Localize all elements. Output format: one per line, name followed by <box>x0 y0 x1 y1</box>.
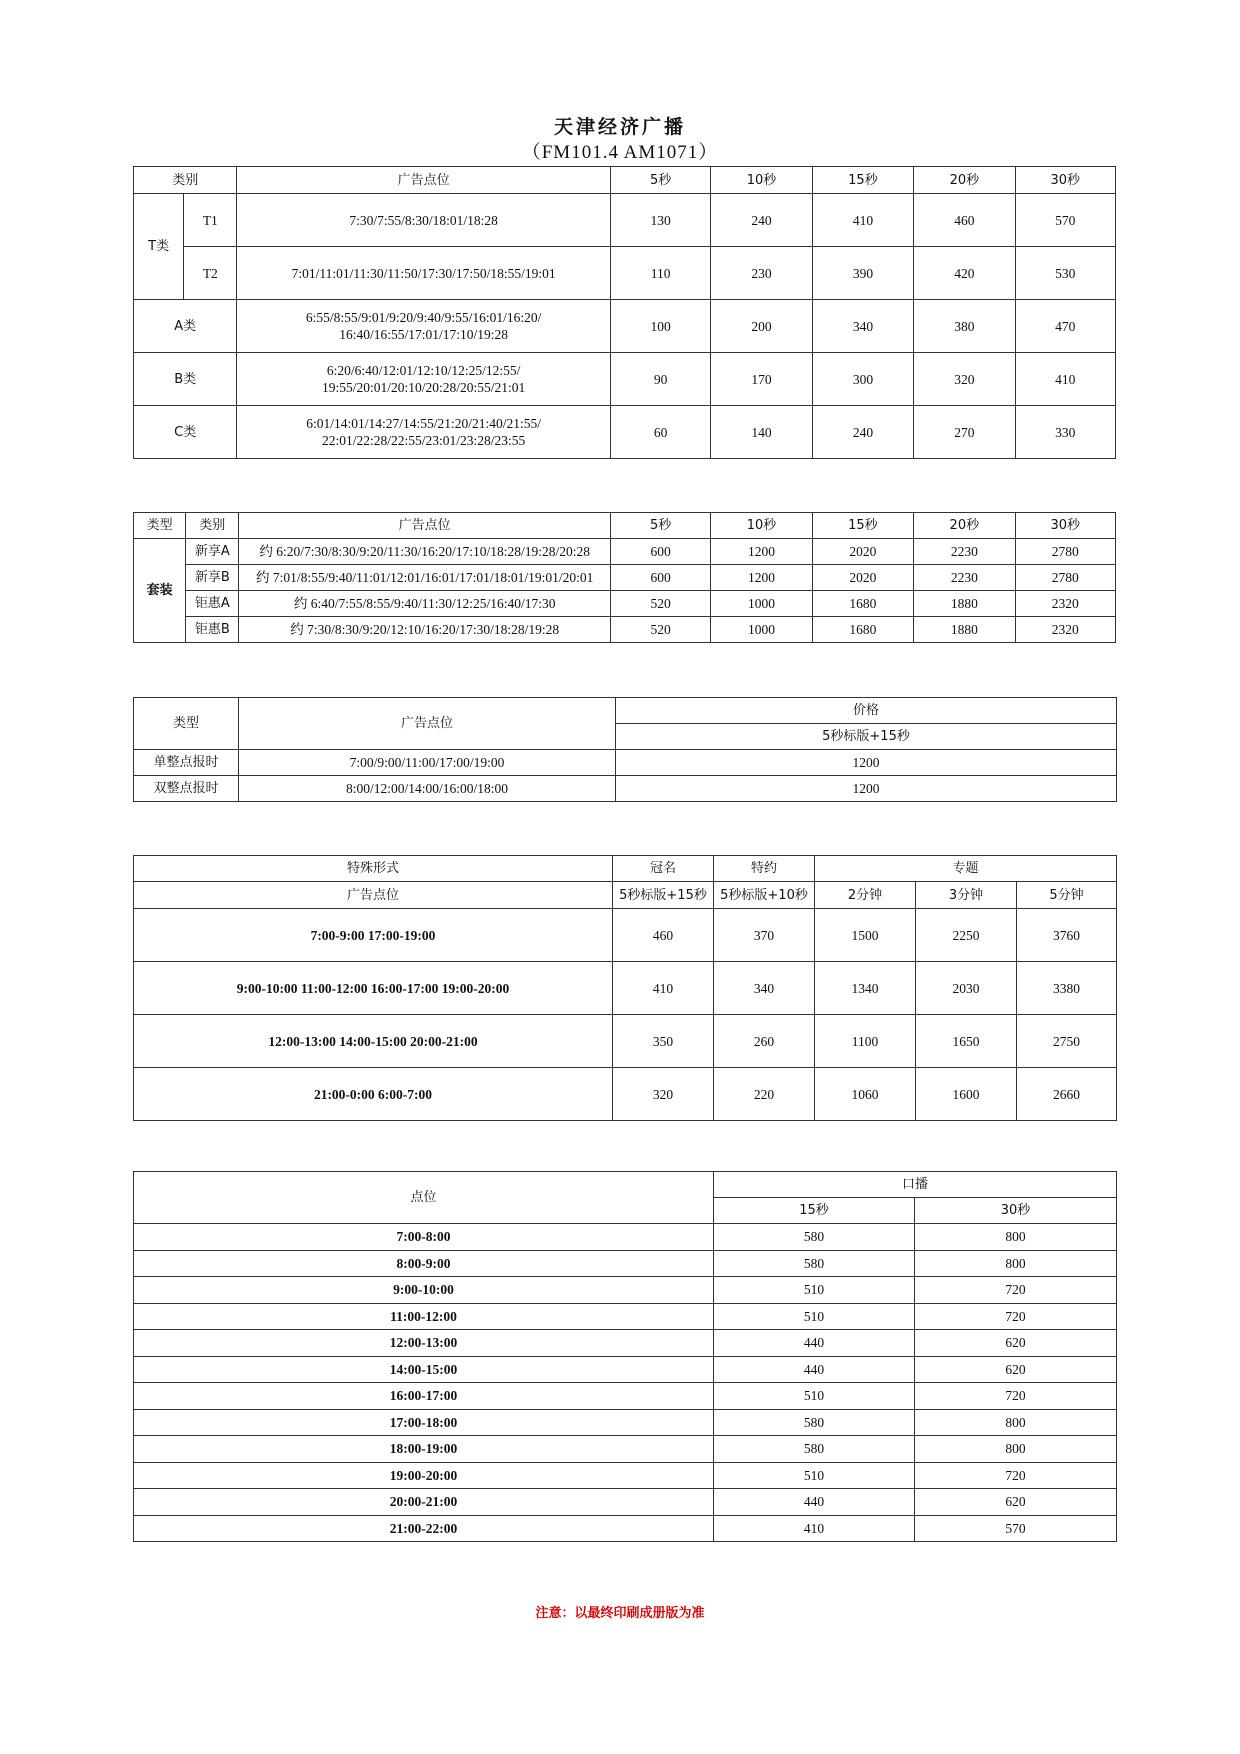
table-row <box>134 300 1116 353</box>
price-cell: 1600 <box>916 1068 1017 1121</box>
price-cell: 2780 <box>1015 565 1115 591</box>
price-cell: 440 <box>714 1489 915 1516</box>
price-cell: 2020 <box>812 565 913 591</box>
table-row <box>134 1489 1117 1516</box>
slots-line: 22:01/22:28/22:55/23:01/23:28/23:55 <box>322 433 526 448</box>
price-cell: 1500 <box>815 909 916 962</box>
slot-cell: 8:00-9:00 <box>134 1250 714 1277</box>
category-cell: 钜惠B <box>186 617 239 643</box>
price-cell: 240 <box>812 406 913 459</box>
price-cell: 2320 <box>1015 591 1115 617</box>
price-cell: 580 <box>714 1436 915 1463</box>
table-header-row <box>134 167 1116 194</box>
header-cell: 类别 <box>134 167 237 194</box>
table-row <box>134 565 1116 591</box>
price-cell: 2750 <box>1017 1015 1117 1068</box>
header-cell: 广告点位 <box>134 882 613 909</box>
price-cell: 2780 <box>1015 539 1115 565</box>
price-cell: 3760 <box>1017 909 1117 962</box>
header-cell: 15秒 <box>812 167 913 194</box>
slot-cell: 21:00-22:00 <box>134 1515 714 1542</box>
header-cell: 专题 <box>815 856 1117 882</box>
category-cell: T2 <box>184 247 237 300</box>
slots-line: 16:40/16:55/17:01/17:10/19:28 <box>339 327 509 342</box>
price-cell: 510 <box>714 1383 915 1410</box>
price-cell: 720 <box>915 1462 1117 1489</box>
price-cell: 2250 <box>916 909 1017 962</box>
page-subtitle: （FM101.4 AM1071） <box>521 142 719 163</box>
table-row <box>134 1515 1117 1542</box>
header-cell: 广告点位 <box>237 167 611 194</box>
price-cell: 1100 <box>815 1015 916 1068</box>
price-cell: 620 <box>915 1330 1117 1357</box>
category-cell: B类 <box>134 353 237 406</box>
header-cell: 3分钟 <box>916 882 1017 909</box>
header-cell: 类别 <box>186 513 239 539</box>
table-row <box>134 247 1116 300</box>
price-cell: 620 <box>915 1356 1117 1383</box>
header-cell: 口播 <box>714 1172 1117 1198</box>
price-cell: 510 <box>714 1462 915 1489</box>
price-cell: 270 <box>914 406 1015 459</box>
category-cell: 新享B <box>186 565 239 591</box>
slot-cell: 14:00-15:00 <box>134 1356 714 1383</box>
price-cell: 2320 <box>1015 617 1115 643</box>
slots-cell: 9:00-10:00 11:00-12:00 16:00-17:00 19:00-20:00 <box>134 962 613 1015</box>
price-cell: 1650 <box>916 1015 1017 1068</box>
table-header-row <box>134 513 1116 539</box>
slots-cell: 12:00-13:00 14:00-15:00 20:00-21:00 <box>134 1015 613 1068</box>
price-cell: 530 <box>1015 247 1115 300</box>
header-cell: 5分钟 <box>1017 882 1117 909</box>
header-cell: 10秒 <box>711 513 812 539</box>
table-row <box>134 353 1116 406</box>
price-cell: 410 <box>714 1515 915 1542</box>
price-cell: 230 <box>711 247 812 300</box>
header-cell: 15秒 <box>812 513 913 539</box>
price-cell: 340 <box>812 300 913 353</box>
price-cell: 460 <box>914 194 1015 247</box>
price-cell: 320 <box>914 353 1015 406</box>
price-cell: 3380 <box>1017 962 1117 1015</box>
slots-cell: 8:00/12:00/14:00/16:00/18:00 <box>239 776 616 802</box>
rate-table-live-read <box>133 1171 1117 1542</box>
header-cell: 特殊形式 <box>134 856 613 882</box>
type-cell: 单整点报时 <box>134 750 239 776</box>
price-cell: 580 <box>714 1250 915 1277</box>
price-cell: 110 <box>610 247 710 300</box>
header-cell: 30秒 <box>1015 513 1115 539</box>
header-cell: 2分钟 <box>815 882 916 909</box>
price-cell: 580 <box>714 1224 915 1251</box>
table-row <box>134 1383 1117 1410</box>
slot-cell: 9:00-10:00 <box>134 1277 714 1304</box>
price-cell: 1200 <box>616 776 1117 802</box>
price-cell: 410 <box>812 194 913 247</box>
table-row <box>134 591 1116 617</box>
slot-cell: 11:00-12:00 <box>134 1303 714 1330</box>
price-cell: 1060 <box>815 1068 916 1121</box>
slots-cell <box>237 300 611 353</box>
slots-line: 6:20/6:40/12:01/12:10/12:25/12:55/ <box>326 363 521 378</box>
price-cell: 1340 <box>815 962 916 1015</box>
price-cell: 800 <box>915 1250 1117 1277</box>
header-cell: 20秒 <box>914 513 1015 539</box>
category-cell: C类 <box>134 406 237 459</box>
header-cell: 冠名 <box>613 856 714 882</box>
table-row <box>134 194 1116 247</box>
table-row <box>134 617 1116 643</box>
slot-cell: 19:00-20:00 <box>134 1462 714 1489</box>
price-cell: 800 <box>915 1224 1117 1251</box>
price-cell: 470 <box>1015 300 1115 353</box>
table-row <box>134 1409 1117 1436</box>
table-row <box>134 1330 1117 1357</box>
price-cell: 350 <box>613 1015 714 1068</box>
footer-note: 注意：以最终印刷成册版为准 <box>535 1606 705 1621</box>
rate-table-main <box>133 166 1116 459</box>
category-cell: T1 <box>184 194 237 247</box>
slots-cell: 约 7:30/8:30/9:20/12:10/16:20/17:30/18:28/19:28 <box>239 617 611 643</box>
price-cell: 570 <box>915 1515 1117 1542</box>
price-cell: 170 <box>711 353 812 406</box>
slot-cell: 16:00-17:00 <box>134 1383 714 1410</box>
slots-cell: 约 7:01/8:55/9:40/11:01/12:01/16:01/17:01/18:01/19:01/20:01 <box>239 565 611 591</box>
header-cell: 5秒标版+10秒 <box>714 882 815 909</box>
table-row <box>134 1015 1117 1068</box>
price-cell: 90 <box>610 353 710 406</box>
price-cell: 140 <box>711 406 812 459</box>
price-cell: 2020 <box>812 539 913 565</box>
price-cell: 240 <box>711 194 812 247</box>
table-row <box>134 1250 1117 1277</box>
price-cell: 220 <box>714 1068 815 1121</box>
price-cell: 520 <box>610 591 710 617</box>
slots-cell: 7:30/7:55/8:30/18:01/18:28 <box>237 194 611 247</box>
price-cell: 300 <box>812 353 913 406</box>
price-cell: 260 <box>714 1015 815 1068</box>
slots-cell: 约 6:20/7:30/8:30/9:20/11:30/16:20/17:10/18:28/19:28/20:28 <box>239 539 611 565</box>
price-cell: 580 <box>714 1409 915 1436</box>
type-cell: 双整点报时 <box>134 776 239 802</box>
table-header-row <box>134 1172 1117 1198</box>
page-title: 天津经济广播 <box>553 116 686 138</box>
price-cell: 800 <box>915 1409 1117 1436</box>
slot-cell: 12:00-13:00 <box>134 1330 714 1357</box>
price-cell: 510 <box>714 1277 915 1304</box>
table-row <box>134 750 1117 776</box>
category-cell: 钜惠A <box>186 591 239 617</box>
header-cell: 20秒 <box>914 167 1015 194</box>
price-cell: 320 <box>613 1068 714 1121</box>
table-row <box>134 1462 1117 1489</box>
price-cell: 440 <box>714 1330 915 1357</box>
price-cell: 720 <box>915 1383 1117 1410</box>
header-cell: 5秒 <box>610 167 710 194</box>
header-cell: 5秒标版+15秒 <box>613 882 714 909</box>
header-cell: 广告点位 <box>239 513 611 539</box>
price-cell: 370 <box>714 909 815 962</box>
price-cell: 440 <box>714 1356 915 1383</box>
table-row <box>134 1303 1117 1330</box>
slots-line: 6:55/8:55/9:01/9:20/9:40/9:55/16:01/16:20/ <box>305 310 542 325</box>
price-cell: 1880 <box>914 591 1015 617</box>
price-cell: 2030 <box>916 962 1017 1015</box>
price-cell: 600 <box>610 565 710 591</box>
category-cell: A类 <box>134 300 237 353</box>
price-cell: 520 <box>610 617 710 643</box>
price-cell: 1680 <box>812 591 913 617</box>
price-cell: 600 <box>610 539 710 565</box>
table-row <box>134 776 1117 802</box>
table-row <box>134 962 1117 1015</box>
table-header-row <box>134 698 1117 724</box>
header-cell: 价格 <box>616 698 1117 724</box>
header-cell: 点位 <box>134 1172 714 1224</box>
slots-line: 6:01/14:01/14:27/14:55/21:20/21:40/21:55/ <box>306 416 542 431</box>
price-cell: 1200 <box>711 539 812 565</box>
price-cell: 60 <box>610 406 710 459</box>
slots-cell <box>237 353 611 406</box>
price-cell: 1000 <box>711 591 812 617</box>
slots-line: 19:55/20:01/20:10/20:28/20:55/21:01 <box>322 380 526 395</box>
slots-cell: 7:00/9:00/11:00/17:00/19:00 <box>239 750 616 776</box>
price-cell: 100 <box>610 300 710 353</box>
price-cell: 1000 <box>711 617 812 643</box>
price-cell: 720 <box>915 1277 1117 1304</box>
header-cell: 广告点位 <box>239 698 616 750</box>
price-cell: 410 <box>1015 353 1115 406</box>
table-row <box>134 1277 1117 1304</box>
header-cell: 5秒 <box>610 513 710 539</box>
price-cell: 200 <box>711 300 812 353</box>
price-cell: 800 <box>915 1436 1117 1463</box>
price-cell: 720 <box>915 1303 1117 1330</box>
rate-table-package <box>133 512 1116 643</box>
slots-cell: 约 6:40/7:55/8:55/9:40/11:30/12:25/16:40/17:30 <box>239 591 611 617</box>
table-row <box>134 406 1116 459</box>
header-cell: 30秒 <box>915 1198 1117 1224</box>
price-cell: 340 <box>714 962 815 1015</box>
table-row <box>134 1356 1117 1383</box>
table-row <box>134 909 1117 962</box>
price-cell: 2230 <box>914 565 1015 591</box>
slot-cell: 17:00-18:00 <box>134 1409 714 1436</box>
header-cell: 5秒标版+15秒 <box>616 724 1117 750</box>
table-row <box>134 1436 1117 1463</box>
price-cell: 1200 <box>616 750 1117 776</box>
price-cell: 510 <box>714 1303 915 1330</box>
category-cell: 新享A <box>186 539 239 565</box>
slot-cell: 7:00-8:00 <box>134 1224 714 1251</box>
table-header-row <box>134 856 1117 882</box>
price-cell: 460 <box>613 909 714 962</box>
price-cell: 1880 <box>914 617 1015 643</box>
price-cell: 620 <box>915 1489 1117 1516</box>
slot-cell: 18:00-19:00 <box>134 1436 714 1463</box>
group-cell: T类 <box>134 194 184 300</box>
rate-table-time-signal <box>133 697 1117 802</box>
price-cell: 2230 <box>914 539 1015 565</box>
header-cell: 类型 <box>134 513 186 539</box>
price-cell: 330 <box>1015 406 1115 459</box>
table-row <box>134 539 1116 565</box>
price-cell: 1680 <box>812 617 913 643</box>
price-cell: 2660 <box>1017 1068 1117 1121</box>
table-row <box>134 1068 1117 1121</box>
price-cell: 390 <box>812 247 913 300</box>
header-cell: 30秒 <box>1015 167 1115 194</box>
header-cell: 10秒 <box>711 167 812 194</box>
slots-cell: 21:00-0:00 6:00-7:00 <box>134 1068 613 1121</box>
price-cell: 1200 <box>711 565 812 591</box>
slots-cell: 7:00-9:00 17:00-19:00 <box>134 909 613 962</box>
price-cell: 380 <box>914 300 1015 353</box>
price-cell: 420 <box>914 247 1015 300</box>
price-cell: 130 <box>610 194 710 247</box>
slots-cell <box>237 406 611 459</box>
header-cell: 特约 <box>714 856 815 882</box>
group-cell: 套装 <box>134 539 186 643</box>
header-cell: 15秒 <box>714 1198 915 1224</box>
slots-cell: 7:01/11:01/11:30/11:50/17:30/17:50/18:55/19:01 <box>237 247 611 300</box>
rate-table-special <box>133 855 1117 1121</box>
table-header-row <box>134 882 1117 909</box>
price-cell: 410 <box>613 962 714 1015</box>
table-row <box>134 1224 1117 1251</box>
slot-cell: 20:00-21:00 <box>134 1489 714 1516</box>
header-cell: 类型 <box>134 698 239 750</box>
price-cell: 570 <box>1015 194 1115 247</box>
